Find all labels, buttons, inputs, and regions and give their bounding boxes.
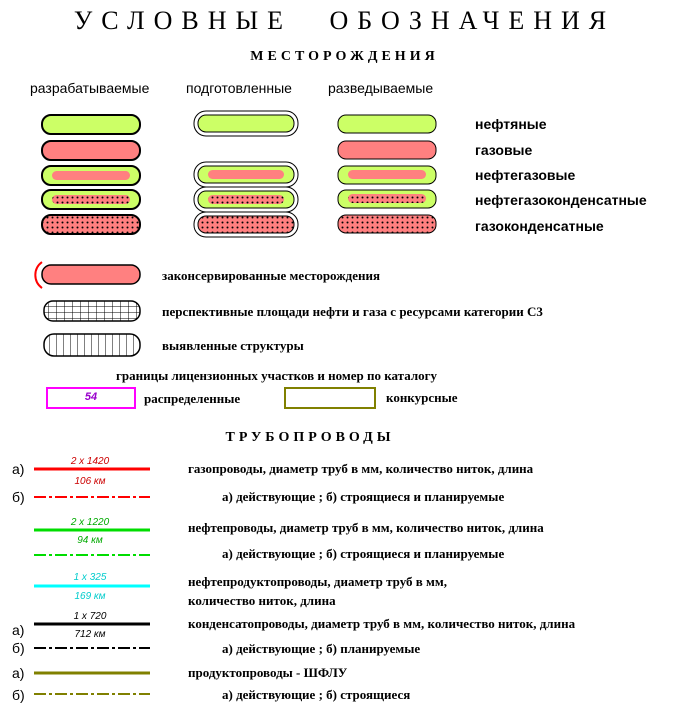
explored-oil-symbol xyxy=(338,115,436,133)
prepared-oilgas-symbol xyxy=(194,162,298,187)
condensate-label-a: а) xyxy=(12,622,25,638)
oil-legend: а) действующие ; б) строящиеся и планируемые xyxy=(222,546,505,561)
explored-oilgas-symbol xyxy=(338,166,436,184)
license-distributed-label: распределенные xyxy=(144,391,241,406)
license-number: 54 xyxy=(84,391,98,403)
gas-pipe-length: 106 км xyxy=(74,476,106,487)
producing-gascondensate-symbol xyxy=(42,215,140,234)
type-gascondensate: газоконденсатные xyxy=(475,218,604,234)
condensate-caption: конденсатопроводы, диаметр труб в мм, количество ниток, длина xyxy=(188,616,576,631)
explored-gas-symbol xyxy=(338,141,436,159)
gas-label-a: а) xyxy=(12,461,25,477)
producing-oilgas-symbol xyxy=(42,166,140,185)
license-tender-box xyxy=(285,388,375,408)
gas-caption: газопроводы, диаметр труб в мм, количество ниток, длина xyxy=(188,461,534,476)
condensate-pipe-spec: 1 х 720 xyxy=(73,611,107,622)
type-oil: нефтяные xyxy=(475,116,547,132)
column-explored: разведываемые xyxy=(328,80,434,96)
license-tender-label: конкурсные xyxy=(386,390,458,405)
prepared-oilgascondensate-symbol xyxy=(194,187,298,212)
oil-caption: нефтепроводы, диаметр труб в мм, количество ниток, длина xyxy=(188,520,544,535)
ngl-caption: продуктопроводы - ШФЛУ xyxy=(188,665,348,680)
type-gas: газовые xyxy=(475,142,533,158)
type-oilgascondensate: нефтегазоконденсатные xyxy=(475,192,647,208)
oil-pipe-spec: 2 х 1220 xyxy=(70,517,110,528)
legend-title: УСЛОВНЫЕ ОБОЗНАЧЕНИЯ xyxy=(73,6,616,35)
condensate-legend: а) действующие ; б) планируемые xyxy=(222,641,421,656)
mothballed-label: законсервированные месторождения xyxy=(162,268,381,283)
condensate-label-b: б) xyxy=(12,640,25,656)
identified-label: выявленные структуры xyxy=(162,338,304,353)
column-prepared: подготовленные xyxy=(186,80,292,96)
column-producing: разрабатываемые xyxy=(30,80,150,96)
condensate-pipe-length: 712 км xyxy=(74,629,106,640)
prospective-area-symbol xyxy=(44,301,140,321)
identified-structure-symbol xyxy=(44,334,140,356)
producing-gas-symbol xyxy=(42,141,140,160)
producing-oilgascondensate-symbol xyxy=(42,190,140,209)
pipelines-heading: ТРУБОПРОВОДЫ xyxy=(225,430,395,445)
deposits-heading: МЕСТОРОЖДЕНИЯ xyxy=(250,49,439,64)
oil-pipe-length: 94 км xyxy=(77,535,103,546)
gas-label-b: б) xyxy=(12,489,25,505)
prospective-label: перспективные площади нефти и газа с ресурсами категории С3 xyxy=(162,304,543,319)
mothballed-symbol xyxy=(35,262,140,288)
gas-legend: а) действующие ; б) строящиеся и планируемые xyxy=(222,489,505,504)
prepared-oil-symbol xyxy=(194,111,298,136)
product-pipe-spec: 1 х 325 xyxy=(73,572,107,583)
license-heading: границы лицензионных участков и номер по каталогу xyxy=(116,368,438,383)
ngl-label-b: б) xyxy=(12,687,25,703)
product-caption-2: количество ниток, длина xyxy=(188,593,336,608)
explored-oilgascondensate-symbol xyxy=(338,190,436,208)
product-caption-1: нефтепродуктопроводы, диаметр труб в мм, xyxy=(188,574,448,589)
prepared-gascondensate-symbol xyxy=(194,212,298,237)
ngl-legend: а) действующие ; б) строящиеся xyxy=(222,687,411,702)
producing-oil-symbol xyxy=(42,115,140,134)
type-oilgas: нефтегазовые xyxy=(475,167,576,183)
product-pipe-length: 169 км xyxy=(74,591,106,602)
ngl-label-a: а) xyxy=(12,665,25,681)
gas-pipe-spec: 2 х 1420 xyxy=(70,456,110,467)
explored-gascondensate-symbol xyxy=(338,215,436,233)
